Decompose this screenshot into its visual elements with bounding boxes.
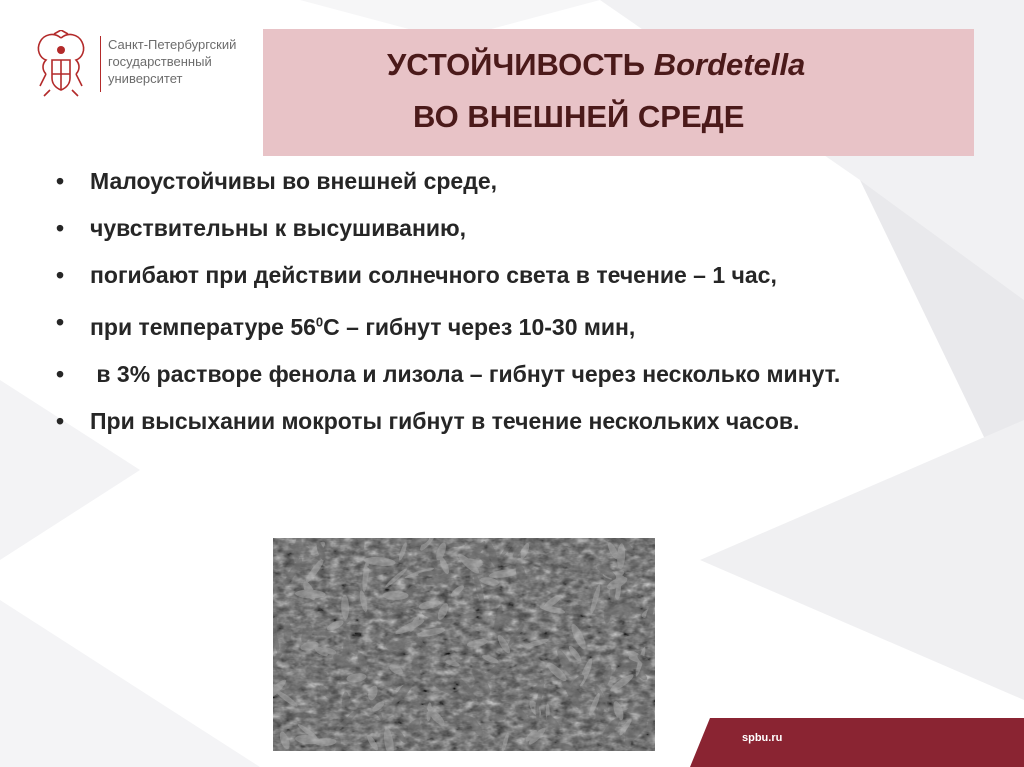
bullet-text: чувствительны к высушиванию,	[90, 215, 467, 241]
bullet-item	[56, 164, 956, 198]
title-prefix: УСТОЙЧИВОСТЬ	[387, 47, 654, 82]
university-logo	[30, 30, 270, 104]
bullet-item	[56, 211, 956, 245]
footer-bar	[690, 718, 1024, 767]
university-name	[108, 36, 283, 87]
university-name-line2: государственный	[108, 54, 212, 69]
coat-of-arms-icon	[30, 30, 92, 100]
university-name-line1: Санкт-Петербургский	[108, 37, 237, 52]
bullet-icon: •	[56, 309, 65, 335]
university-name-line3: университет	[108, 71, 183, 86]
bullet-text: погибают при действии солнечного света в течение – 1 час,	[90, 262, 777, 288]
bullet-item	[56, 258, 956, 292]
bullet-text: Малоустойчивы во внешней среде,	[90, 168, 498, 194]
bacteria-micrograph-image	[273, 538, 655, 751]
bullet-text-before: при температуре 56	[90, 313, 316, 340]
slide-title-box	[263, 29, 974, 156]
bullet-icon: •	[56, 168, 65, 194]
logo-divider	[100, 36, 101, 92]
title-genus-name: Bordetella	[653, 47, 806, 82]
bullet-icon: •	[56, 215, 65, 241]
bullet-icon: •	[56, 407, 65, 434]
bullet-text: в 3% растворе фенола и лизола – гибнут через несколько минут.	[90, 360, 841, 387]
bullet-item	[56, 404, 956, 438]
footer-site-link[interactable]: spbu.ru	[742, 732, 783, 744]
bullet-icon: •	[56, 360, 65, 387]
bullet-icon: •	[56, 262, 65, 288]
bullet-list	[56, 164, 956, 451]
slide-title-line2: ВО ВНЕШНЕЙ СРЕДЕ	[413, 99, 745, 134]
bullet-text	[90, 314, 635, 340]
degree-superscript: 0	[315, 314, 324, 329]
bullet-item	[56, 305, 956, 344]
bullet-text-after: С – гибнут через 10-30 мин,	[323, 313, 636, 340]
bullet-item	[56, 357, 956, 391]
slide-title-line1	[387, 47, 805, 83]
bullet-text: При высыхании мокроты гибнут в течение нескольких часов.	[90, 407, 800, 434]
